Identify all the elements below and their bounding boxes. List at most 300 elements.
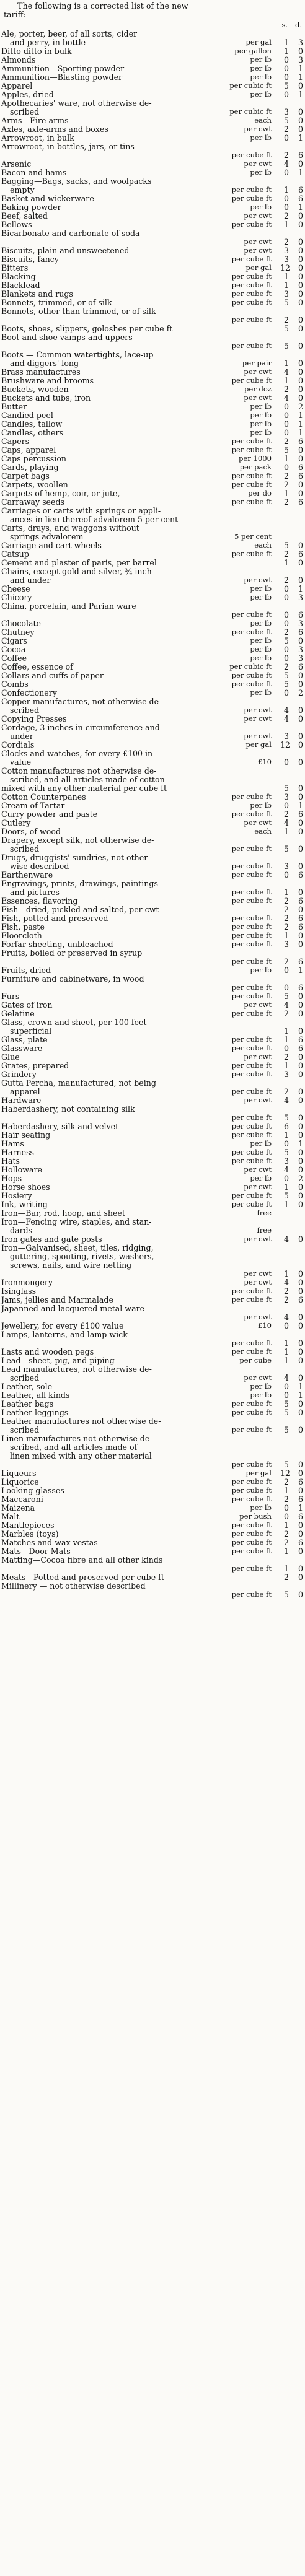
item-name: Fish, paste — [1, 922, 45, 932]
item-unit: per lb — [250, 133, 272, 142]
tariff-row — [1, 585, 304, 593]
item-name: Copper manufactures, not otherwise de- — [1, 697, 162, 706]
item-shillings: 5 — [283, 1399, 289, 1408]
item-name: Floorcloth — [1, 931, 42, 940]
tariff-row — [1, 932, 304, 940]
tariff-row — [1, 914, 304, 923]
item-name: Matches and wax vestas — [1, 1538, 98, 1547]
item-pence: 0 — [298, 940, 303, 949]
item-pence: 0 — [298, 705, 303, 715]
tariff-row — [1, 64, 304, 73]
item-pence: 0 — [298, 385, 303, 394]
tariff-row — [1, 984, 304, 992]
tariff-row — [1, 351, 304, 359]
item-name: Chains, except gold and silver, ¾ inch — [1, 567, 152, 576]
item-pence: 0 — [298, 298, 303, 307]
item-name: Blankets and rugs — [1, 289, 73, 299]
item-pence: 0 — [298, 1590, 303, 1599]
item-pence: 0 — [298, 1408, 303, 1417]
item-name: Brass manufactures — [1, 367, 81, 377]
tariff-row — [1, 1053, 304, 1062]
item-name: Gutta Percha, manufactured, not being — [1, 1078, 156, 1088]
item-name: Maizena — [1, 1503, 35, 1513]
item-pence: 0 — [298, 289, 303, 299]
item-name: Combs — [1, 679, 29, 689]
item-name: mixed with any other material per cube ft — [1, 784, 167, 793]
item-shillings: 12 — [280, 263, 291, 273]
item-pence: 0 — [298, 246, 303, 255]
item-shillings: 3 — [283, 289, 289, 299]
item-shillings: 4 — [283, 367, 289, 377]
item-shillings: 1 — [283, 1486, 289, 1495]
item-name: Baking powder — [1, 203, 61, 212]
item-shillings: 0 — [283, 610, 289, 619]
item-pence: 2 — [298, 1174, 303, 1183]
item-pence: 0 — [298, 159, 303, 168]
tariff-row — [1, 316, 304, 325]
tariff-row — [1, 1148, 304, 1157]
item-unit: per cube ft — [231, 671, 272, 679]
tariff-row — [1, 1547, 304, 1556]
tariff-row — [1, 1044, 304, 1053]
item-unit: per cube ft — [231, 870, 272, 879]
item-unit: per lb — [250, 1503, 272, 1512]
item-pence: 6 — [298, 1512, 303, 1521]
item-shillings: 1 — [283, 931, 289, 940]
tariff-row — [1, 1521, 304, 1530]
item-shillings: 3 — [283, 862, 289, 871]
tariff-row — [1, 1036, 304, 1044]
item-unit: per cube ft — [231, 679, 272, 688]
item-pence: 6 — [298, 151, 303, 160]
item-name: Coffee, essence of — [1, 662, 73, 671]
item-name: Buckets and tubs, iron — [1, 393, 91, 403]
item-pence: 0 — [298, 1148, 303, 1157]
item-shillings: 4 — [283, 159, 289, 168]
item-name: Glass, plate — [1, 1035, 48, 1044]
item-shillings: 5 — [283, 679, 289, 689]
tariff-row — [1, 142, 304, 151]
item-pence: 0 — [298, 124, 303, 134]
tariff-row — [1, 194, 304, 203]
item-name: Horse shoes — [1, 1182, 50, 1192]
item-pence: 0 — [298, 541, 303, 550]
item-name: Earthenware — [1, 870, 53, 880]
tariff-row — [1, 628, 304, 637]
item-unit: per lb — [250, 168, 272, 177]
pence-header: d. — [294, 20, 302, 29]
tariff-row — [1, 1322, 304, 1330]
item-unit: per cube ft — [231, 862, 272, 870]
item-name: value — [10, 758, 32, 767]
item-unit: per cube ft — [231, 888, 272, 896]
tariff-row — [1, 489, 304, 498]
tariff-row — [1, 1018, 304, 1027]
tariff-row — [1, 827, 304, 836]
item-unit: per cwt — [244, 1269, 272, 1278]
item-name: Leather leggings — [1, 1408, 69, 1417]
item-pence: 0 — [298, 931, 303, 940]
item-pence: 0 — [298, 1321, 303, 1330]
item-shillings: 3 — [283, 731, 289, 741]
tariff-row — [1, 455, 304, 463]
tariff-row — [1, 125, 304, 134]
item-unit: per pack — [239, 463, 272, 471]
item-pence: 6 — [298, 810, 303, 819]
tariff-row — [1, 1365, 304, 1374]
item-shillings: 3 — [283, 1156, 289, 1166]
item-shillings: 5 — [283, 636, 289, 645]
item-shillings: 2 — [283, 627, 289, 637]
item-pence: 0 — [298, 862, 303, 871]
item-pence: 0 — [298, 1399, 303, 1408]
item-unit: per lb — [250, 411, 272, 419]
item-pence: 0 — [298, 1165, 303, 1174]
item-shillings: 4 — [283, 1000, 289, 1010]
item-shillings: 5 — [283, 341, 289, 351]
item-pence: 0 — [298, 480, 303, 489]
item-unit: per cube ft — [231, 1286, 272, 1295]
item-shillings: 1 — [283, 220, 289, 229]
item-shillings: 1 — [283, 1269, 289, 1278]
tariff-row — [1, 1513, 304, 1521]
item-pence: 0 — [298, 844, 303, 854]
tariff-row — [1, 108, 304, 116]
tariff-row — [1, 1027, 304, 1036]
item-unit: per cwt — [244, 705, 272, 714]
item-pence: 0 — [298, 558, 303, 567]
item-pence: 6 — [298, 1477, 303, 1487]
item-shillings: 3 — [283, 255, 289, 264]
item-pence: 0 — [298, 315, 303, 325]
item-pence: 0 — [298, 671, 303, 680]
tariff-row — [1, 940, 304, 949]
item-shillings: 2 — [283, 905, 289, 914]
item-pence: 0 — [298, 81, 303, 90]
item-unit: per cube ft — [231, 922, 272, 931]
tariff-row — [1, 836, 304, 845]
item-pence: 0 — [298, 281, 303, 290]
intro-line: The following is a corrected list of the new — [17, 1, 188, 11]
item-name: scribed — [10, 1425, 40, 1434]
item-name: linen mixed with any other material — [10, 1451, 152, 1460]
item-name: Boot and shoe vamps and uppers — [1, 333, 133, 342]
item-shillings: 5 — [283, 324, 289, 333]
item-name: Candles, tallow — [1, 419, 63, 429]
item-name: Apples, dried — [1, 90, 54, 99]
item-pence: 1 — [298, 419, 303, 429]
item-name: Boots, shoes, slippers, goloshes per cube ft — [1, 324, 173, 333]
tariff-row — [1, 116, 304, 125]
item-unit: per cube ft — [231, 281, 272, 289]
tariff-row — [1, 550, 304, 559]
tariff-row — [1, 1062, 304, 1070]
item-name: Bagging—Bags, sacks, and woolpacks — [1, 177, 152, 186]
item-shillings: 5 — [283, 1590, 289, 1599]
item-unit: per cwt — [244, 124, 272, 133]
item-name: guttering, spouting, rivets, washers, — [10, 1252, 154, 1261]
item-pence: 0 — [298, 367, 303, 377]
item-name: Doors, of wood — [1, 827, 61, 836]
item-pence: 0 — [298, 1087, 303, 1096]
item-unit: per cwt — [244, 1052, 272, 1061]
item-name: Carpets of hemp, coir, or jute, — [1, 489, 120, 498]
item-unit: each — [254, 541, 272, 549]
item-unit: per cube ft — [231, 1338, 272, 1347]
tariff-row — [1, 1270, 304, 1278]
item-unit: per cwt — [244, 1165, 272, 1174]
item-name: Leather bags — [1, 1399, 54, 1408]
item-shillings: 2 — [283, 1529, 289, 1539]
item-unit: per cube ft — [231, 220, 272, 229]
item-pence: 1 — [298, 1503, 303, 1513]
item-shillings: 0 — [283, 966, 289, 975]
tariff-list — [1, 21, 304, 1599]
item-pence: 0 — [298, 1061, 303, 1070]
item-name: Hops — [1, 1174, 22, 1183]
item-name: Cement and plaster of paris, per barrel — [1, 558, 157, 567]
item-unit: per doz — [244, 385, 272, 393]
item-unit: per cube ft — [231, 1477, 272, 1486]
item-unit: per cwt — [244, 1182, 272, 1191]
item-pence: 6 — [298, 1538, 303, 1547]
item-name: Essences, flavoring — [1, 896, 78, 906]
item-unit: £10 — [257, 1321, 272, 1330]
item-shillings: 2 — [283, 922, 289, 932]
item-name: Ammunition—Blasting powder — [1, 72, 123, 82]
item-unit: per cube ft — [231, 185, 272, 194]
item-name: Liqueurs — [1, 1469, 37, 1478]
tariff-row — [1, 1460, 304, 1469]
item-pence: 0 — [298, 1130, 303, 1140]
item-name: Furs — [1, 992, 20, 1001]
item-name: Millinery — not otherwise described — [1, 1581, 146, 1591]
item-name: Caps percussion — [1, 454, 67, 463]
tariff-row — [1, 611, 304, 619]
item-unit: per lb — [250, 1139, 272, 1148]
item-unit: per cube ft — [231, 940, 272, 948]
item-name: Arms—Fire-arms — [1, 116, 69, 125]
tariff-row — [1, 906, 304, 914]
item-unit: per cube ft — [231, 1347, 272, 1356]
item-unit: per cube ft — [231, 1148, 272, 1156]
tariff-row — [1, 1278, 304, 1287]
tariff-row — [1, 203, 304, 212]
item-pence: 0 — [298, 1286, 303, 1296]
item-name: Drugs, druggists' sundries, not other- — [1, 853, 151, 862]
item-pence: 0 — [298, 454, 303, 463]
item-pence: 0 — [298, 1425, 303, 1434]
item-unit: per lb — [250, 645, 272, 653]
item-pence: 0 — [298, 1052, 303, 1062]
tariff-row — [1, 229, 304, 238]
tariff-row — [1, 1408, 304, 1417]
item-unit: per lb — [250, 1382, 272, 1391]
item-pence: 6 — [298, 914, 303, 923]
item-shillings: 4 — [283, 705, 289, 715]
tariff-row — [1, 1565, 304, 1573]
item-unit: per cube ft — [231, 298, 272, 307]
item-unit: per gal — [245, 740, 272, 749]
item-name: Leather, all kinds — [1, 1391, 70, 1400]
tariff-row — [1, 498, 304, 507]
item-pence: 1 — [298, 428, 303, 437]
item-unit: free — [257, 1208, 272, 1217]
tariff-row — [1, 1495, 304, 1504]
item-name: Hats — [1, 1156, 20, 1166]
item-shillings: 4 — [283, 818, 289, 827]
item-name: Candles, others — [1, 428, 63, 437]
item-name: Haberdashery, not containing silk — [1, 1104, 135, 1114]
tariff-row — [1, 524, 304, 533]
item-pence: 0 — [298, 1278, 303, 1287]
tariff-row — [1, 307, 304, 316]
item-shillings: 2 — [283, 1477, 289, 1487]
item-shillings: 0 — [283, 428, 289, 437]
item-name: Ditto ditto in bulk — [1, 46, 72, 56]
item-shillings: 2 — [283, 1087, 289, 1096]
item-shillings: 5 — [283, 1191, 289, 1200]
item-name: Arsenic — [1, 159, 32, 168]
tariff-row — [1, 715, 304, 723]
item-name: Bicarbonate and carbonate of soda — [1, 229, 140, 238]
item-shillings: 5 — [283, 671, 289, 680]
item-shillings: 0 — [283, 653, 289, 663]
tariff-row — [1, 1079, 304, 1088]
item-pence: 6 — [298, 185, 303, 194]
item-shillings: 1 — [283, 1182, 289, 1192]
item-pence: 0 — [298, 1113, 303, 1122]
item-unit: per cube ft — [231, 1122, 272, 1130]
item-name: Jewellery, for every £100 value — [1, 1321, 124, 1330]
item-unit: per cube ft — [231, 896, 272, 905]
tariff-row — [1, 299, 304, 307]
item-name: Axles, axle-arms and boxes — [1, 124, 108, 134]
tariff-row — [1, 1573, 304, 1582]
tariff-row — [1, 368, 304, 377]
item-name: Lead—sheet, pig, and piping — [1, 1356, 115, 1365]
item-name: Leather, sole — [1, 1382, 53, 1391]
tariff-row — [1, 871, 304, 880]
item-shillings: 0 — [283, 411, 289, 420]
item-name: ances in lieu thereof advalorem 5 per cent — [10, 515, 179, 524]
item-shillings: 0 — [283, 619, 289, 628]
item-shillings: 2 — [283, 124, 289, 134]
item-pence: 6 — [298, 463, 303, 472]
tariff-row — [1, 255, 304, 264]
tariff-row — [1, 47, 304, 56]
item-unit: per cube ft — [231, 1113, 272, 1122]
item-name: Liquorice — [1, 1477, 39, 1487]
item-shillings: 1 — [283, 1130, 289, 1140]
item-shillings: 1 — [283, 1035, 289, 1044]
item-name: Maccaroni — [1, 1495, 43, 1504]
item-name: Apothecaries' ware, not otherwise de- — [1, 98, 152, 108]
item-pence: 3 — [298, 38, 303, 47]
item-unit: per cwt — [244, 1234, 272, 1243]
item-unit: per gallon — [234, 46, 272, 55]
item-shillings: 0 — [283, 1391, 289, 1400]
item-pence: 0 — [298, 46, 303, 56]
item-pence: 6 — [298, 1044, 303, 1053]
tariff-row — [1, 897, 304, 906]
tariff-row — [1, 732, 304, 741]
item-name: Meats—Potted and preserved per cube ft — [1, 1573, 164, 1582]
item-name: Cards, playing — [1, 463, 59, 472]
tariff-row — [1, 992, 304, 1001]
item-name: scribed, and all articles made of — [10, 1443, 138, 1452]
item-shillings: 5 — [283, 541, 289, 550]
item-name: Hosiery — [1, 1191, 32, 1200]
item-unit: each — [254, 116, 272, 124]
tariff-row — [1, 888, 304, 897]
tariff-row — [1, 238, 304, 247]
item-shillings: 0 — [283, 1321, 289, 1330]
item-name: Capers — [1, 437, 30, 446]
item-pence: 3 — [298, 653, 303, 663]
item-unit: per cube ft — [231, 1035, 272, 1044]
item-shillings: 0 — [283, 168, 289, 177]
item-pence: 6 — [298, 983, 303, 992]
item-name: Lamps, lanterns, and lamp wick — [1, 1330, 128, 1339]
item-pence: 0 — [298, 489, 303, 498]
tariff-row — [1, 507, 304, 515]
item-pence: 3 — [298, 593, 303, 602]
item-shillings: 0 — [283, 203, 289, 212]
item-unit: per cube ft — [231, 627, 272, 636]
tariff-row — [1, 602, 304, 611]
item-shillings: 2 — [283, 957, 289, 966]
item-unit: per gal — [245, 263, 272, 272]
item-name: empty — [10, 185, 35, 194]
item-shillings: 5 — [283, 445, 289, 455]
item-name: Butter — [1, 402, 27, 411]
item-unit: per cubic ft — [229, 107, 272, 116]
item-pence: 0 — [298, 740, 303, 749]
tariff-row — [1, 1235, 304, 1244]
item-shillings: 3 — [283, 940, 289, 949]
tariff-row — [1, 472, 304, 481]
tariff-row — [1, 1443, 304, 1452]
item-pence: 0 — [298, 1122, 303, 1131]
item-shillings: 2 — [283, 810, 289, 819]
item-pence: 0 — [298, 1564, 303, 1573]
tariff-row — [1, 481, 304, 489]
item-shillings: 1 — [283, 1061, 289, 1070]
item-name: Lasts and wooden pegs — [1, 1347, 94, 1356]
item-name: Gelatine — [1, 1009, 35, 1018]
item-pence: 0 — [298, 211, 303, 220]
tariff-row — [1, 1582, 304, 1591]
item-pence: 1 — [298, 90, 303, 99]
item-unit: per cube ft — [231, 1156, 272, 1165]
item-name: Hams — [1, 1139, 24, 1148]
item-unit: per cube ft — [231, 471, 272, 480]
item-pence: 0 — [298, 272, 303, 281]
item-pence: 0 — [298, 376, 303, 385]
item-shillings: 2 — [283, 575, 289, 585]
tariff-row — [1, 1114, 304, 1122]
tariff-row — [1, 446, 304, 455]
item-unit: per cube ft — [231, 1399, 272, 1408]
tariff-row — [1, 1140, 304, 1148]
item-shillings: 1 — [283, 489, 289, 498]
item-shillings: 2 — [283, 315, 289, 325]
item-shillings: 5 — [283, 844, 289, 854]
tariff-row — [1, 82, 304, 90]
item-unit: per lb — [250, 55, 272, 64]
item-pence: 1 — [298, 168, 303, 177]
